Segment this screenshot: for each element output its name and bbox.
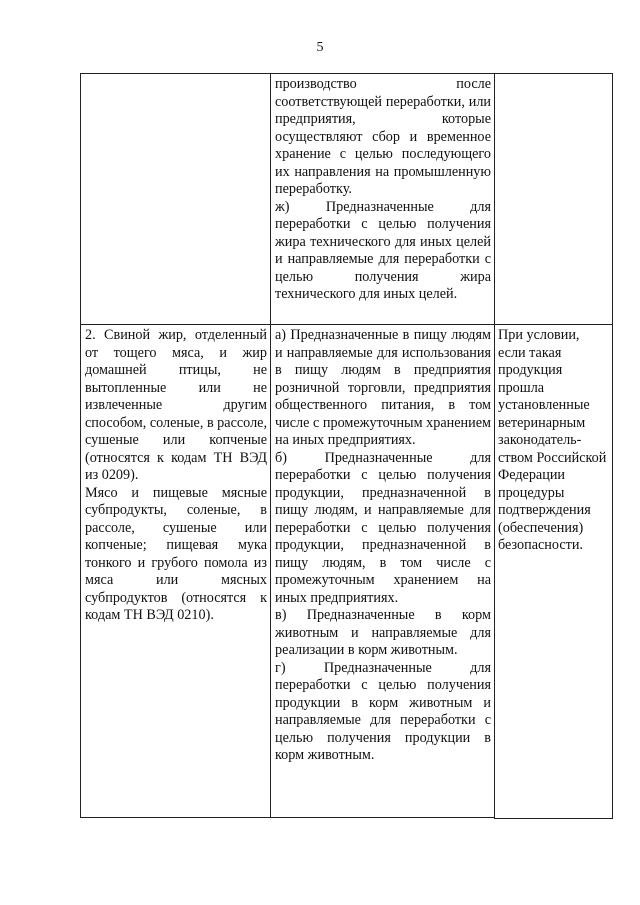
row2-col1-cell <box>81 325 271 818</box>
row2-col3-cell: При условии, если такая продукция прошла установленные ветеринарным законодатель-ством Российской Федерации процедуры подтверждения (обеспечения) безопасности. <box>498 327 607 553</box>
table-row <box>81 74 495 325</box>
row2-col1-paragraph: Мясо и пищевые мясные субпродукты, соленые, в рассоле, сушеные или копченые; пищевая мука тонкого и грубого помола из мяса или мясных субпродуктов (относятся к кодам ТН ВЭД 0210). <box>85 484 267 623</box>
row2-col2-paragraph: г) Предназначенные для переработки с целью получения продукции в корм животным и направляемые для переработки с целью получения продукции в корм животным. <box>275 659 491 763</box>
row2-col2-cell <box>271 325 495 818</box>
row2-col1-paragraph: 2. Свиной жир, отделенный от тощего мяса, и жир домашней птицы, не вытопленные или не извлеченные другим способом, соленые, в рассоле, сушеные или копченые (относятся к кодам ТН ВЭД из 0209). <box>85 327 267 483</box>
row1-col1-cell <box>81 74 271 325</box>
row1-col3-cell <box>494 74 612 325</box>
row1-col2-paragraph: ж) Предназначенные для переработки с целью получения жира технического для иных целей и направляемые для переработки с целью получения жира технического для иных целей. <box>275 198 491 302</box>
page-number: 5 <box>316 40 324 55</box>
row1-col2-cell <box>271 74 495 325</box>
row2-col2-paragraph: б) Предназначенные для переработки с целью получения продукции, предназначенной в пищу людям, и направляемые для переработки с целью получения продукции, предназначенной в пищу людям, в том числе с промежуточным хранением на иных предприятиях. <box>275 449 491 606</box>
row2-col2-paragraph: в) Предназначенные в корм животным и направляемые для реализации в корм животным. <box>275 607 491 658</box>
table-row <box>81 325 495 818</box>
row1-col2-paragraph: производство после соответствующей переработки, или предприятия, которые осуществляют сбор и временное хранение с целью последующего их направления на промышленную переработку. <box>275 76 491 197</box>
document-table <box>80 73 495 818</box>
row2-col2-paragraph: а) Предназначенные в пищу людям и направляемые для использования в пищу людям в предприятия розничной торговли, предприятия общественного питания, в том числе с промежуточным хранением на иных предприятиях. <box>275 327 491 448</box>
right-column <box>494 73 613 819</box>
